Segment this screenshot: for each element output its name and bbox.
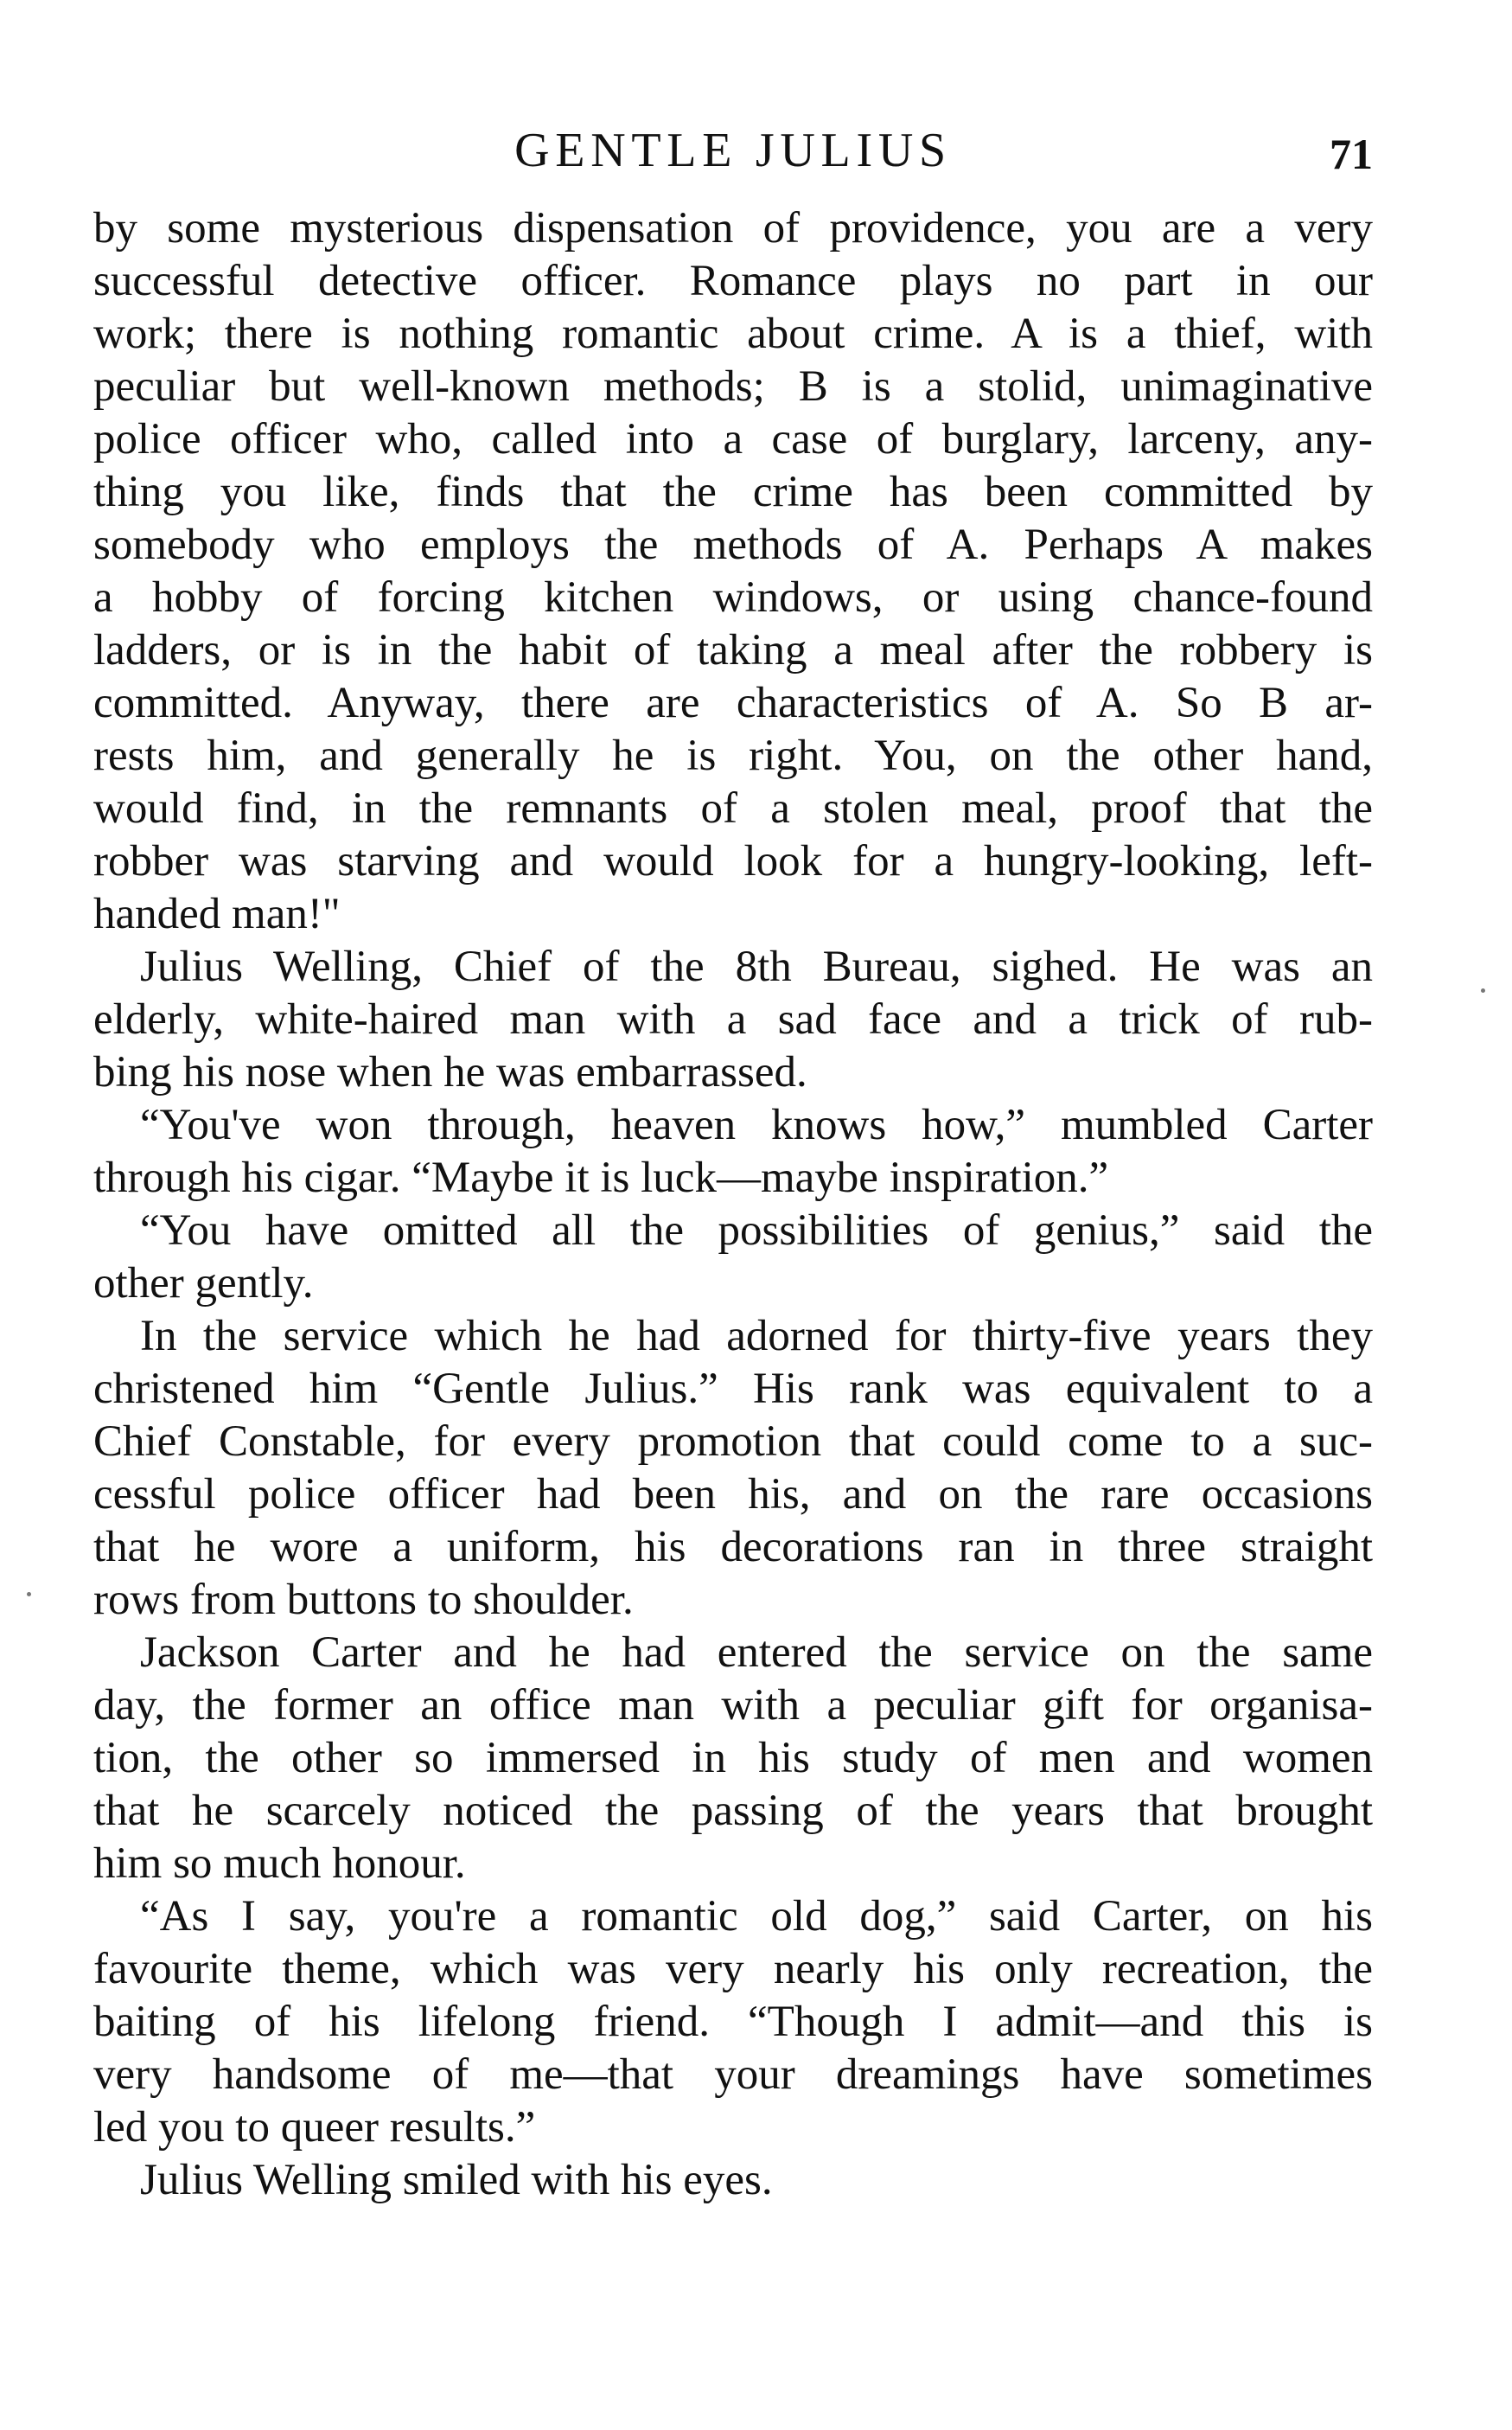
scan-speck: [27, 1592, 31, 1596]
text-line: him so much honour.: [93, 1839, 466, 1888]
text-line: day, the former an office man with a peculiar gift for organisa-: [93, 1681, 1373, 1730]
text-line: other gently.: [93, 1259, 314, 1308]
running-header: [93, 121, 1373, 180]
text-line: would find, in the remnants of a stolen meal, proof that the: [93, 784, 1373, 833]
text-line: committed. Anyway, there are characteristics of A. So B ar-: [93, 679, 1373, 727]
paragraph-start-line: In the service which he had adorned for thirty-five years they: [140, 1312, 1373, 1360]
text-line: thing you like, finds that the crime has been committed by: [93, 468, 1373, 516]
paragraph-start-line: Jackson Carter and he had entered the service on the same: [140, 1628, 1373, 1677]
text-line: successful detective officer. Romance plays no part in our: [93, 257, 1373, 305]
text-line: rests him, and generally he is right. You, on the other hand,: [93, 732, 1373, 780]
text-line: a hobby of forcing kitchen windows, or using chance-found: [93, 573, 1373, 622]
text-line: tion, the other so immersed in his study of men and women: [93, 1734, 1373, 1782]
text-line: peculiar but well-known methods; B is a stolid, unimaginative: [93, 362, 1373, 411]
page-number: 71: [1330, 130, 1373, 178]
text-line: baiting of his lifelong friend. “Though I admit—and this is: [93, 1998, 1373, 2046]
text-line: by some mysterious dispensation of providence, you are a very: [93, 204, 1373, 253]
text-line: favourite theme, which was very nearly his only recreation, the: [93, 1945, 1373, 1993]
text-line: handed man!": [93, 890, 341, 938]
text-line: somebody who employs the methods of A. Perhaps A makes: [93, 521, 1373, 569]
paragraph-start-line: Julius Welling smiled with his eyes.: [140, 2156, 773, 2204]
text-line: bing his nose when he was embarrassed.: [93, 1048, 807, 1097]
text-line: ladders, or is in the habit of taking a meal after the robbery is: [93, 626, 1373, 675]
paragraph-start-line: Julius Welling, Chief of the 8th Bureau, sighed. He was an: [140, 943, 1373, 991]
text-line: robber was starving and would look for a hungry-looking, left-: [93, 837, 1373, 886]
text-line: that he scarcely noticed the passing of the years that brought: [93, 1787, 1373, 1835]
text-line: elderly, white-haired man with a sad face and a trick of rub-: [93, 995, 1373, 1044]
text-line: cessful police officer had been his, and on the rare occasions: [93, 1470, 1373, 1519]
paragraph-start-line: “You've won through, heaven knows how,” mumbled Carter: [140, 1101, 1373, 1149]
paragraph-start-line: “You have omitted all the possibilities of genius,” said the: [140, 1206, 1373, 1255]
text-line: christened him “Gentle Julius.” His rank was equivalent to a: [93, 1365, 1373, 1413]
text-line: Chief Constable, for every promotion that could come to a suc-: [93, 1417, 1373, 1466]
text-line: that he wore a uniform, his decorations ran in three straight: [93, 1523, 1373, 1571]
body-text: [93, 202, 1373, 2207]
paragraph-start-line: “As I say, you're a romantic old dog,” said Carter, on his: [140, 1892, 1373, 1941]
text-line: through his cigar. “Maybe it is luck—maybe inspiration.”: [93, 1154, 1109, 1202]
text-line: rows from buttons to shoulder.: [93, 1576, 634, 1624]
scan-speck: [1481, 988, 1485, 993]
text-line: police officer who, called into a case of burglary, larceny, any-: [93, 415, 1373, 464]
text-line: work; there is nothing romantic about crime. A is a thief, with: [93, 310, 1373, 358]
chapter-title: GENTLE JULIUS: [514, 124, 952, 177]
text-line: very handsome of me—that your dreamings have sometimes: [93, 2050, 1373, 2099]
text-line: led you to queer results.”: [93, 2103, 536, 2152]
